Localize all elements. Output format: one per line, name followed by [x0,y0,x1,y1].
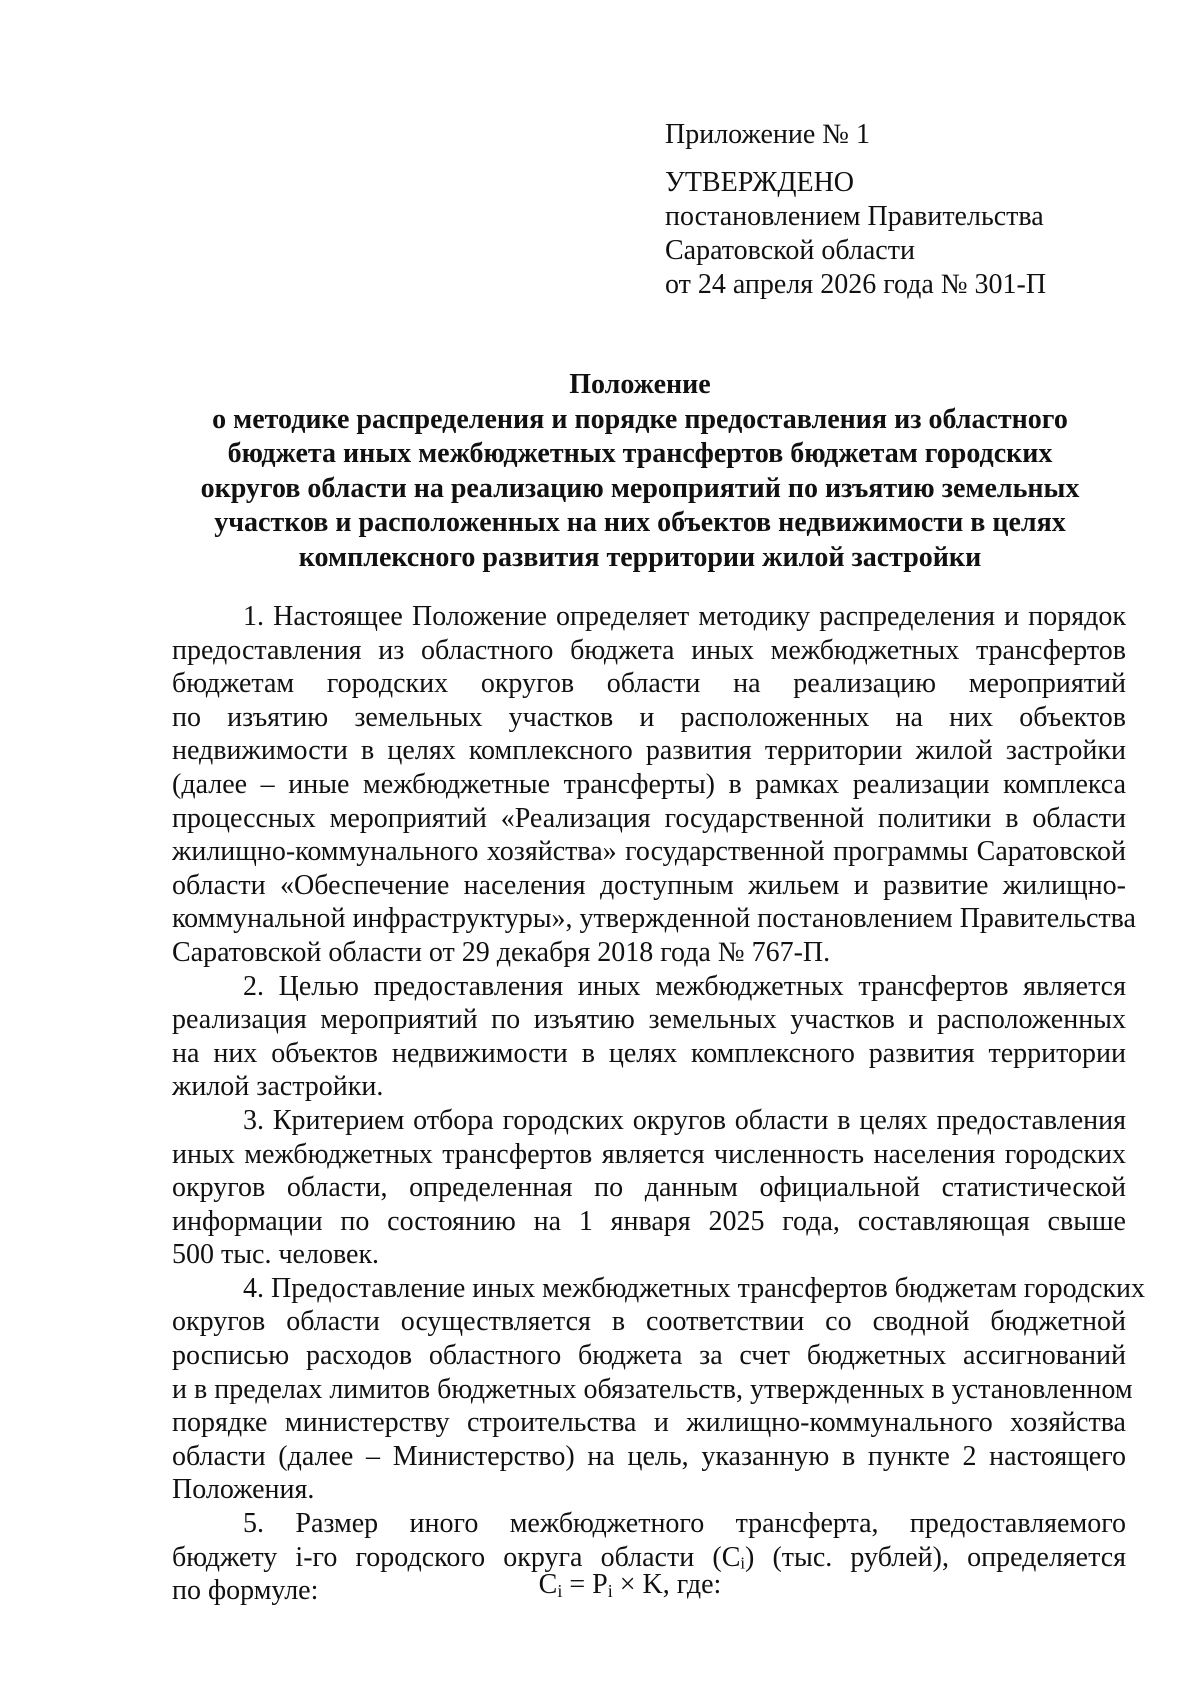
text-line: реализация мероприятий по изъятию земельных участков и расположенных [172,1004,1126,1036]
formula-rest: × K, где: [612,1569,722,1600]
text-line: росписью расходов областного бюджета за счет бюджетных ассигнований [172,1340,1126,1372]
approved-by-line-1: постановлением Правительства [665,201,1044,232]
paragraph-2 [172,970,1126,1104]
text-line: (далее – иные межбюджетные трансферты) в рамках реализации комплекса [172,768,1126,800]
appendix-number: Приложение № 1 [665,119,870,150]
text-line: Саратовской области от 29 декабря 2018 года № 767-П. [172,936,831,968]
title-line: участков и расположенных на них объектов недвижимости в целях [214,507,1066,538]
approved-date: от 24 апреля 2026 года № 301-П [665,269,1047,300]
formula-subscript: i [557,1581,563,1601]
text-line: 5. Размер иного межбюджетного трансферта, предоставляемого [243,1508,1126,1540]
formula-eq: = P [562,1569,608,1600]
document-title [150,368,1130,575]
text-line: коммунальной инфраструктуры», утвержденной постановлением Правительства [172,903,1136,935]
title-line: бюджета иных межбюджетных трансфертов бюджетам городских [227,438,1053,469]
paragraph-3 [172,1104,1126,1272]
text-line: на них объектов недвижимости в целях комплексного развития территории [172,1037,1126,1069]
text-line: Положения. [172,1474,315,1506]
text-line: предоставления из областного бюджета иных межбюджетных трансфертов [172,634,1126,666]
formula [0,1568,1200,1608]
text-line: бюджету i-го городского округа области (Cᵢ) (тыс. рублей), определяется [172,1541,1126,1573]
text-line: 2. Целью предоставления иных межбюджетных трансфертов является [243,970,1126,1002]
paragraph-4 [172,1272,1146,1507]
text-line: недвижимости в целях комплексного развития территории жилой застройки [172,735,1126,767]
title-line: округов области на реализацию мероприятий по изъятию земельных [200,472,1080,504]
text-line: округов области осуществляется в соответствии со сводной бюджетной [172,1306,1126,1338]
text-line: по формуле: [172,1575,319,1607]
approval-stamp-block [665,118,1145,302]
title-line: Положение [569,369,711,400]
text-line: области (далее – Министерство) на цель, указанную в пункте 2 настоящего [172,1440,1126,1472]
text-line: 4. Предоставление иных межбюджетных трансфертов бюджетам городских [243,1272,1146,1304]
text-line: по изъятию земельных участков и расположенных на них объектов [172,701,1126,733]
title-line: о методике распределения и порядке предоставления из областного [212,403,1068,435]
text-line: округов области, определенная по данным официальной статистической [172,1172,1126,1204]
formula-subscript: i [607,1581,613,1601]
formula-c: C [538,1569,558,1600]
text-line: и в пределах лимитов бюджетных обязательств, утвержденных в установленном [172,1373,1133,1405]
text-line: области «Обеспечение населения доступным жильем и развитие жилищно- [172,869,1126,901]
text-line: информации по состоянию на 1 января 2025 года, составляющая свыше [172,1205,1126,1237]
text-line: 1. Настоящее Положение определяет методику распределения и порядок [243,601,1126,632]
title-line: комплексного развития территории жилой застройки [298,541,982,573]
text-line: жилищно-коммунального хозяйства» государственной программы Саратовской [172,836,1126,868]
text-line: процессных мероприятий «Реализация государственной политики в области [172,802,1126,834]
approved-heading: УТВЕРЖДЕНО [665,167,855,198]
text-line: 3. Критерием отбора городских округов области в целях предоставления [243,1104,1126,1136]
text-line: жилой застройки. [172,1071,384,1103]
approved-by-line-2: Саратовской области [665,235,915,266]
text-line: бюджетам городских округов области на реализацию мероприятий [172,668,1126,700]
text-line: порядке министерству строительства и жилищно-коммунального хозяйства [172,1407,1126,1439]
paragraph-1 [172,600,1136,970]
document-body [172,600,1146,1608]
text-line: иных межбюджетных трансфертов является численность населения городских [172,1138,1126,1170]
text-line: 500 тыс. человек. [172,1239,380,1271]
